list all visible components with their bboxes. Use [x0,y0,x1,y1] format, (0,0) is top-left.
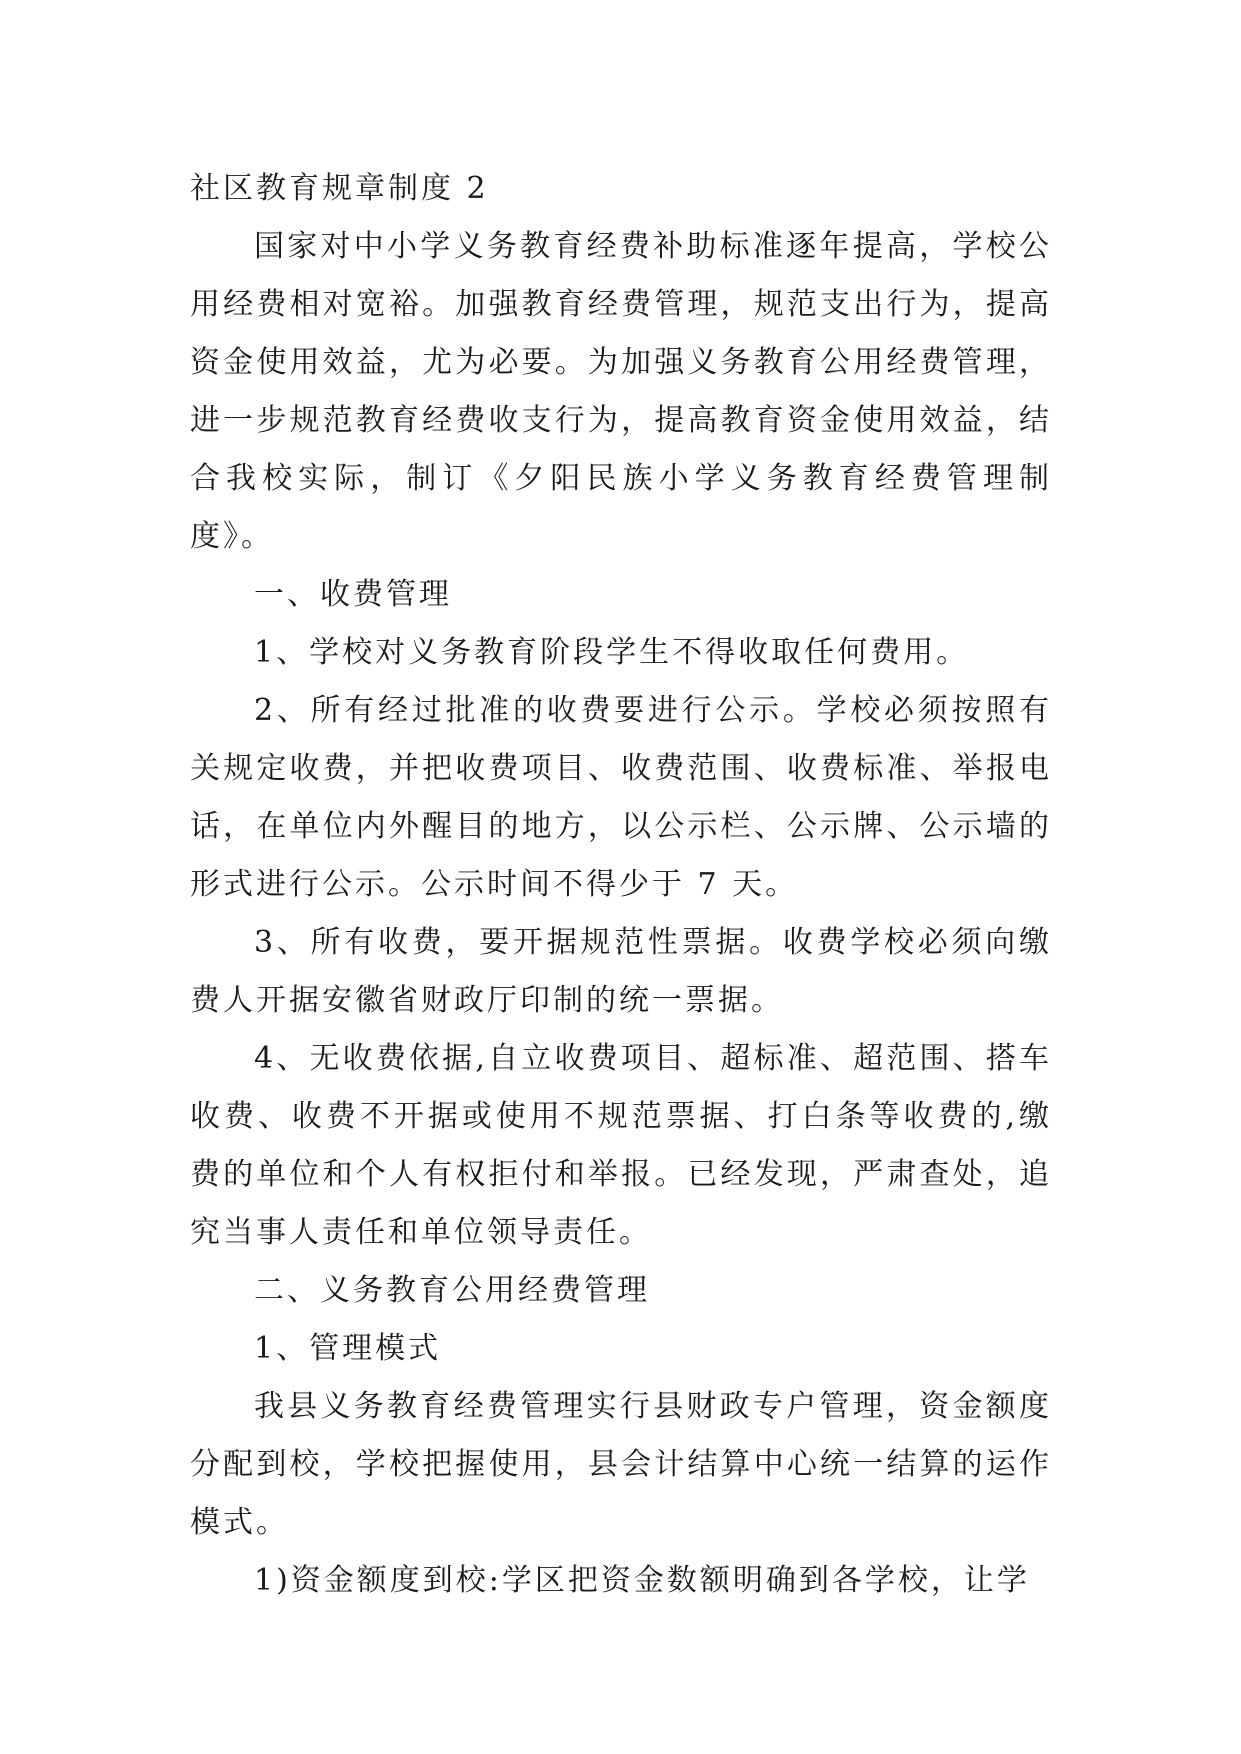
paragraph-fee-rule-2: 2、所有经过批准的收费要进行公示。学校必须按照有关规定收费，并把收费项目、收费范围、收费标准、举报电话，在单位内外醒目的地方，以公示栏、公示牌、公示墙的形式进行公示。公示时间不得少于 7 天。 [190,693,1052,902]
document-body [190,160,1052,1610]
document-title: 社区教育规章制度 2 [190,171,489,206]
section-heading-fee-management: 一、收费管理 [254,577,452,612]
paragraph-fee-rule-1: 1、学校对义务教育阶段学生不得收取任何费用。 [254,635,970,670]
paragraph-fee-rule-3: 3、所有收费，要开据规范性票据。收费学校必须向缴费人开据安徽省财政厅印制的统一票据。 [190,925,1052,1018]
paragraph-fee-rule-4: 4、无收费依据,自立收费项目、超标准、超范围、搭车收费、收费不开据或使用不规范票据、打白条等收费的,缴费的单位和个人有权拒付和举报。已经发现，严肃查处，追究当事人责任和单位领导责任。 [190,1041,1052,1250]
paragraph-fund-allocation: 1)资金额度到校:学区把资金数额明确到各学校，让学 [254,1563,1030,1598]
subsection-heading-management-mode: 1、管理模式 [254,1331,442,1366]
section-heading-public-funds: 二、义务教育公用经费管理 [254,1273,650,1308]
paragraph-intro: 国家对中小学义务教育经费补助标准逐年提高，学校公用经费相对宽裕。加强教育经费管理，规范支出行为，提高资金使用效益，尤为必要。为加强义务教育公用经费管理，进一步规范教育经费收支行为，提高教育资金使用效益，结合我校实际，制订《夕阳民族小学义务教育经费管理制度》。 [190,229,1052,554]
paragraph-management-mode: 我县义务教育经费管理实行县财政专户管理，资金额度分配到校，学校把握使用，县会计结算中心统一结算的运作模式。 [190,1389,1052,1540]
